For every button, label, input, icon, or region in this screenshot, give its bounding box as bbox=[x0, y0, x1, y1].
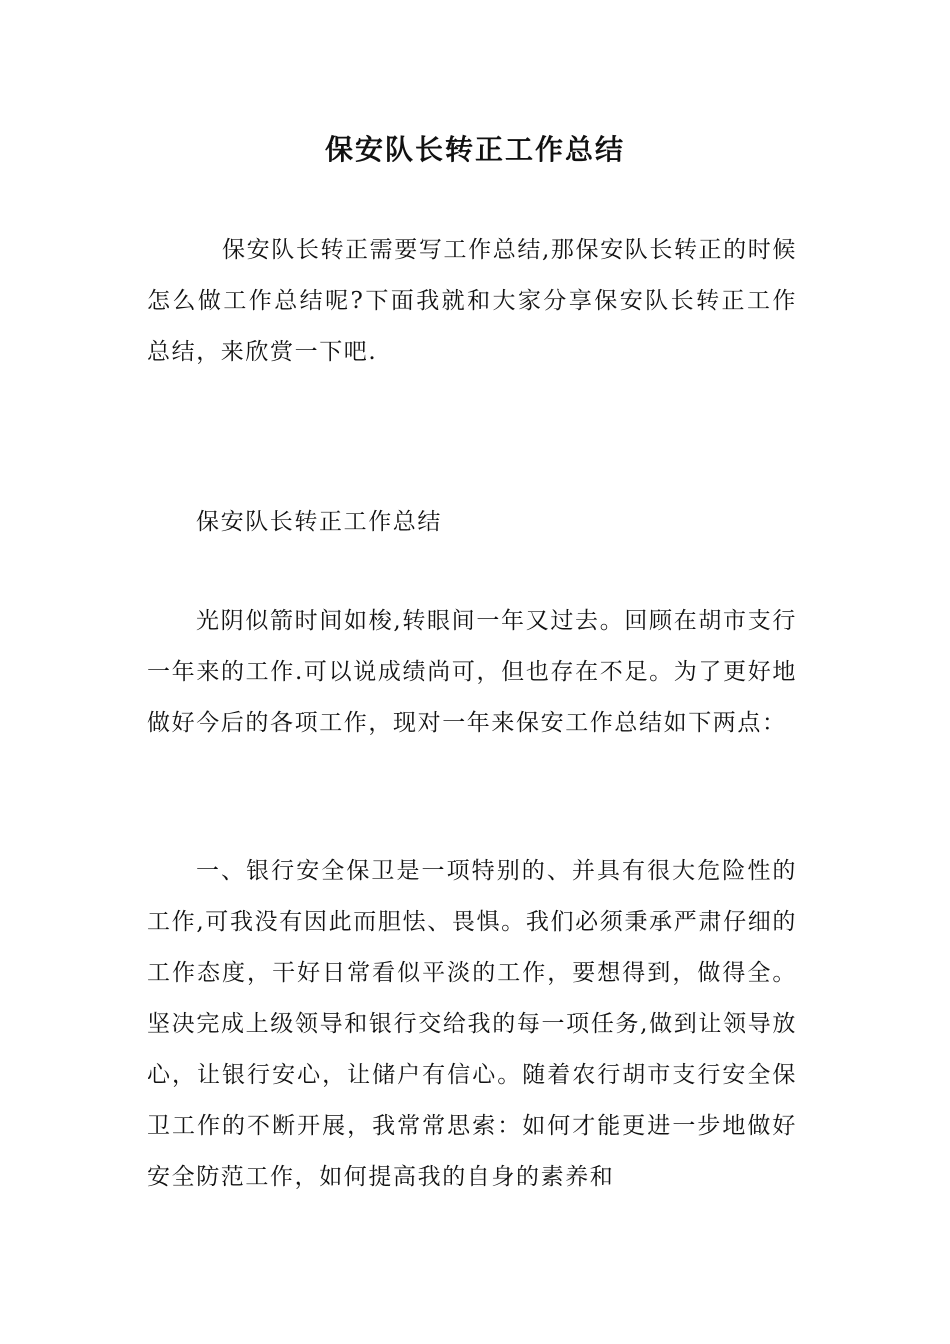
intro-paragraph: 保安队长转正需要写工作总结,那保安队长转正的时候怎么做工作总结呢?下面我就和大家分享保安队长转正工作总结，来欣赏一下吧. bbox=[147, 237, 797, 365]
body-paragraph-1: 光阴似箭时间如梭,转眼间一年又过去。回顾在胡市支行一年来的工作.可以说成绩尚可，但也存在不足。为了更好地做好今后的各项工作，现对一年来保安工作总结如下两点： bbox=[147, 608, 797, 736]
document-title: 保安队长转正工作总结 bbox=[324, 133, 625, 166]
body-paragraph-2: 一、银行安全保卫是一项特别的、并具有很大危险性的工作,可我没有因此而胆怯、畏惧。我们必须秉承严肃仔细的工作态度，干好日常看似平淡的工作，要想得到，做得全。坚决完成上级领导和银行交给我的每一项任务,做到让领导放心，让银行安心，让储户有信心。随着农行胡市支行安全保卫工作的不断开展，我常常思索：如何才能更进一步地做好安全防范工作，如何提高我的自身的素养和 bbox=[147, 858, 797, 1190]
section-heading: 保安队长转正工作总结 bbox=[196, 509, 442, 535]
